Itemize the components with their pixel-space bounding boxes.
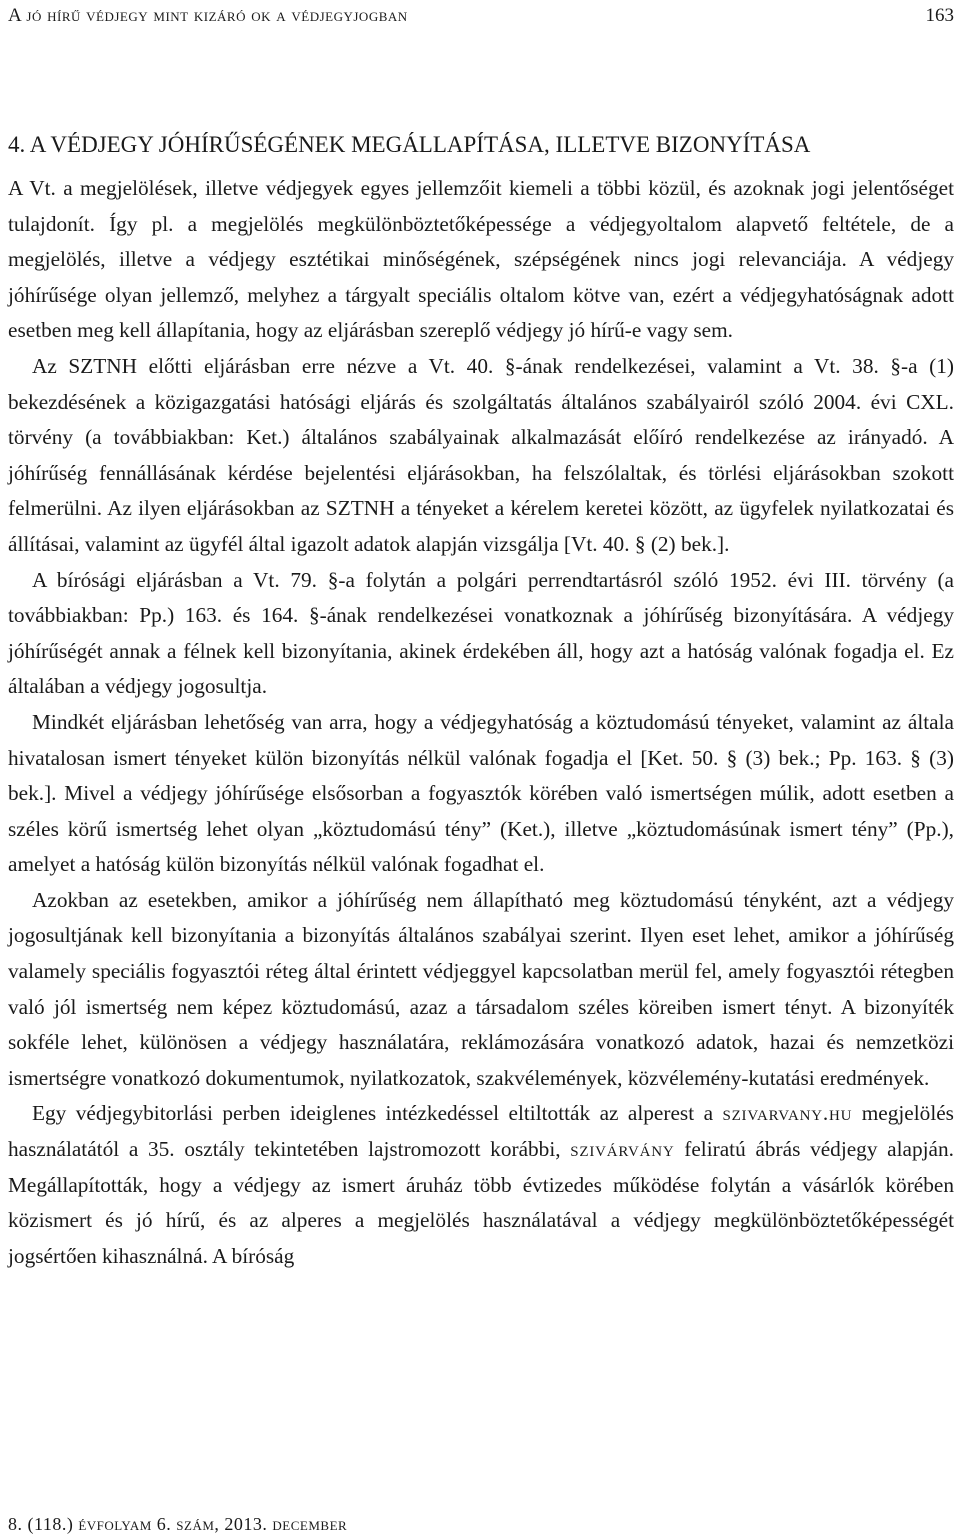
body-text [8,171,954,1274]
running-title: A jó hírű védjegy mint kizáró ok a védjegyjogban [8,5,408,26]
running-header [8,2,954,30]
section-heading: 4. A VÉDJEGY JÓHÍRŰSÉGÉNEK MEGÁLLAPÍTÁSA, ILLETVE BIZONYÍTÁSA [8,132,811,157]
paragraph-6-part-b: megjelölés használatától a 35. osztály tekintetében lajstromozott korábbi, [8,1101,954,1162]
trademark-mark-szivarvany: szivárvány [570,1137,675,1162]
paragraph-6-part-a: Egy védjegybitorlási perben ideiglenes intézkedéssel eltiltották az alperest a [32,1101,723,1126]
paragraph-4: Mindkét eljárásban lehetőség van arra, hogy a védjegyhatóság a köztudomású tényeket, valamint az általa hivatalosan ismert tényeket külön bizonyítás nélkül valónak fogadja el [Ket. 50. § (3) bek.; Pp. 163. § (3) bek.]. Mivel a védjegy jóhírűsége elsősorban a fogyasztók körében való ismertségen múlik, adott esetben a széles körű ismertség lehet olyan „köztudomású tény” (Ket.), illetve „köztudomásúnak ismert tény” (Pp.), amelyet a hatóság külön bizonyítás nélkül valónak fogadhat el. [8,709,954,877]
page-number: 163 [925,5,954,26]
trademark-mark-szivarvany-hu: szivarvany.hu [722,1101,853,1126]
paragraph-1: A Vt. a megjelölések, illetve védjegyek egyes jellemzőit kiemeli a többi közül, és azoknak jogi jelentőséget tulajdonít. Így pl. a megjelölés megkülönböztetőképessége a védjegyoltalom alapvető feltétele, de a megjelölés, illetve a védjegy esztétikai minőségének, szépségének nincs jogi relevanciája. A védjegy jóhírűsége olyan jellemző, melyhez a tárgyalt speciális oltalom kötve van, ezért a védjegyhatóságnak adott esetben meg kell állapítania, hogy az eljárásban szereplő védjegy jó hírű-e vagy sem. [8,176,954,343]
paragraph-6-part-c: feliratú ábrás védjegy alapján. Megállapították, hogy a védjegy az ismert áruház több évtizedes működése folytán a vásárlók körében közismert és jó hírű, és az alperes a megjelölés használatával a védjegy megkülönböztetőképességét jogsértően kihasználná. A bíróság [8,1137,954,1268]
paragraph-3: A bírósági eljárásban a Vt. 79. §-a folytán a polgári perrendtartásról szóló 1952. évi III. törvény (a továbbiakban: Pp.) 163. és 164. §-ának rendelkezései vonatkoznak a jóhírűség bizonyítására. A védjegy jóhírűségét annak a félnek kell bizonyítania, akinek érdekében áll, hogy azt a hatóság valónak fogadja el. Ez általában a védjegy jogosultja. [8,567,954,699]
paragraph-2: Az SZTNH előtti eljárásban erre nézve a Vt. 40. §-ának rendelkezései, valamint a Vt. 38. §-a (1) bekezdésének a közigazgatási hatósági eljárás és szolgáltatás általános szabályairól szóló 2004. évi CXL. törvény (a továbbiakban: Ket.) általános szabályainak alkalmazását előíró rendelkezése az irányadó. A jóhírűség fennállásának kérdése bejelentési eljárásokban, ha felszólaltak, és törlési eljárásokban szokott felmerülni. Az ilyen eljárásokban az SZTNH a tényeket a kérelem keretei között, az ügyfelek nyilatkozatai és állításai, valamint az ügyfél által igazolt adatok alapján vizsgálja [Vt. 40. § (2) bek.]. [8,353,954,556]
running-footer: 8. (118.) évfolyam 6. szám, 2013. december [8,1514,348,1534]
paragraph-5: Azokban az esetekben, amikor a jóhírűség nem állapítható meg köztudomású tényként, azt a védjegy jogosultjának kell bizonyítania a bizonyítás általános szabályai szerint. Ilyen eset lehet, amikor a jóhírűség valamely speciális fogyasztói réteg által érintett védjeggyel kapcsolatban merül fel, amely fogyasztói rétegben való jól ismertség nem képez köztudomású, azaz a társadalom széles köreiben ismert tényt. A bizonyíték sokféle lehet, különösen a védjegy használatára, reklámozására vonatkozó adatok, hazai és nemzetközi ismertségre vonatkozó dokumentumok, nyilatkozatok, szakvélemények, közvélemény-kutatási eredmények. [8,887,954,1090]
document-page [8,0,954,1539]
paragraph-6 [8,1096,954,1274]
